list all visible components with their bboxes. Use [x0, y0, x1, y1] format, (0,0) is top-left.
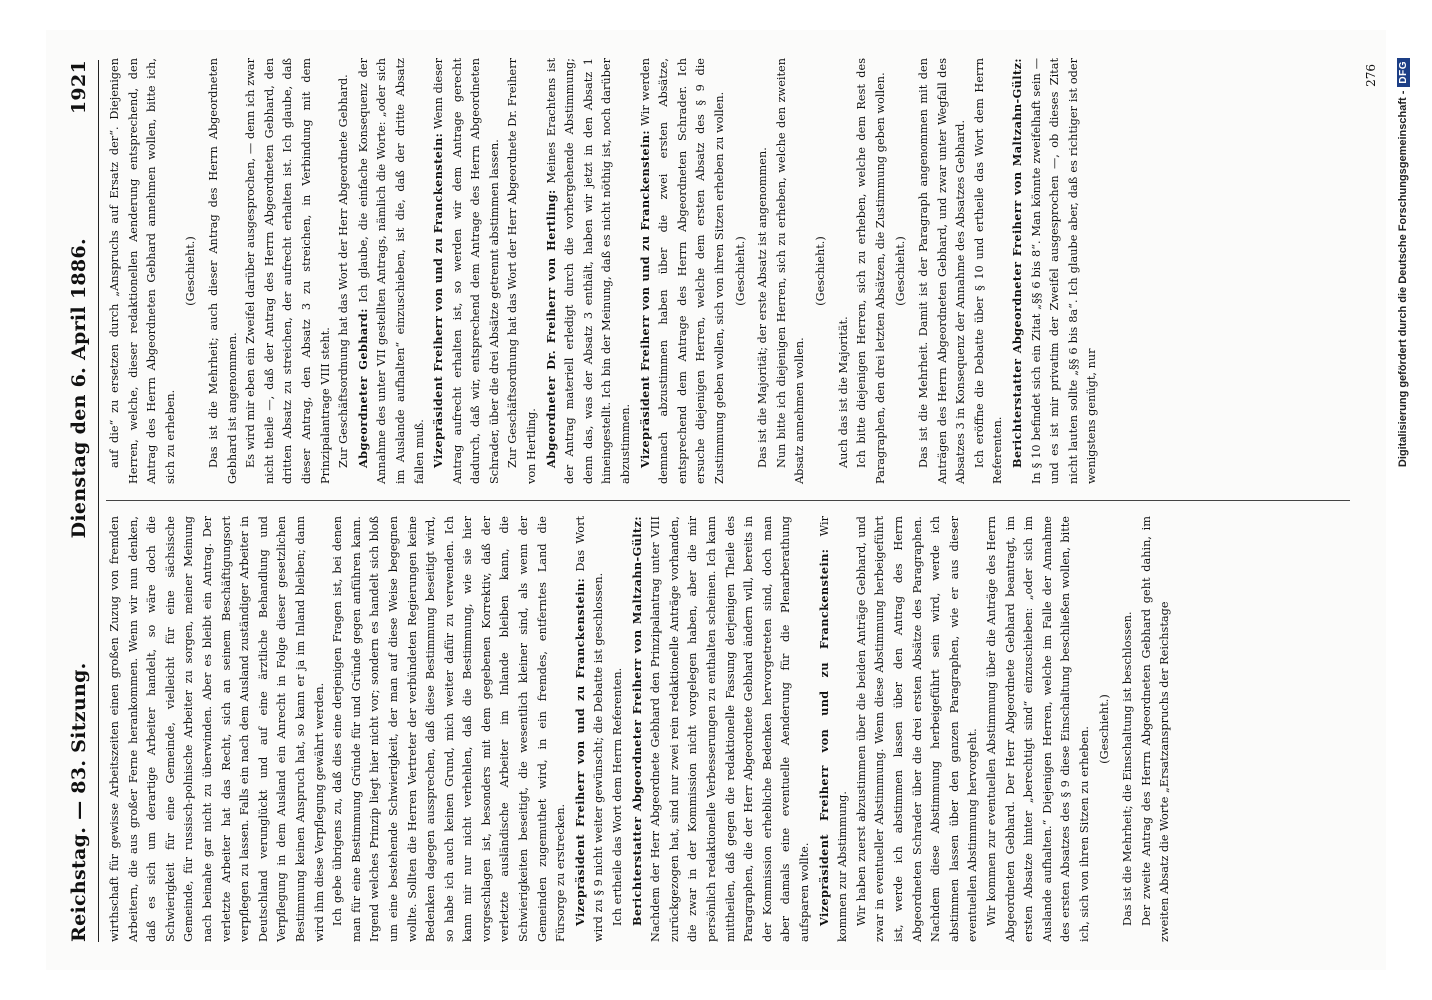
paragraph: [205, 58, 242, 484]
paragraph-text: (Geschieht.): [733, 236, 747, 306]
paragraph-text: Nun bitte ich diejenigen Herren, sich zu erheben, welche den zweiten Absatz annehmen wollen.: [774, 58, 807, 484]
paragraph: [773, 58, 810, 484]
paragraph-text: Zur Geschäftsordnung hat das Wort der Herr Abgeordnete Gebhard.: [337, 74, 351, 468]
paragraph: [106, 58, 180, 484]
speaker-name: Berichterstatter Abgeordneter Freiherr von Maltzahn-Gültz:: [629, 516, 644, 926]
paragraph-text: Wir werden demnach abzustimmen haben über die zwei ersten Absätze, entsprechend dem Antrage des Herrn Abgeordneten Schrader. Ich ersuche diejenigen Herren, welche dem ersten Absatz des § 9 die Zustimmung geben wollen, sich von ihren Sitzen erheben zu wollen.: [638, 57, 726, 484]
speaker-name: Abgeordneter Dr. Freiherr von Hertling:: [543, 189, 558, 468]
paragraph-text: Der zweite Antrag des Herrn Abgeordneten Gebhard geht dahin, im zweiten Absatz die Worte „Ersatzanspruchs der Reichstage: [1139, 516, 1172, 942]
paragraph: [1138, 516, 1175, 942]
paragraph-text: (Geschieht.): [184, 236, 198, 306]
paragraph: [1119, 516, 1138, 942]
paragraph-text: Das ist die Mehrheit; die Einschaltung ist beschlossen.: [1121, 611, 1135, 926]
paragraph-text: Wenn dieser Antrag aufrecht erhalten ist, so werden wir dem Antrage gerecht dadurch, daß wir, entsprechend dem Antrage des Herrn Abgeordneten Schrader, über die drei Absätze getrennt abstimmen lassen.: [432, 57, 501, 484]
paragraph-text: Meines Erachtens ist der Antrag materiell erledigt durch die vorhergehende Abstimmung; denn das, was der Absatz 3 enthält, haben wir jetzt in den Absatz 1 hineingestellt. Ich bin der Meinung, daß es nicht nöthig ist, noch darüber abzustimmen.: [544, 58, 633, 484]
paragraph: [242, 58, 335, 484]
paragraph: [609, 516, 628, 942]
paragraph-text: Wir kommen zur Abstimmung.: [817, 515, 850, 942]
speaker-name: Vizepräsident Freiherr von und zu Franckenstein:: [637, 130, 652, 468]
speaker-name: Vizepräsident Freiherr von und zu Franckenstein:: [572, 577, 587, 926]
speaker-name: Berichterstatter Abgeordneter Freiherr von Maltzahn-Gültz:: [1009, 58, 1024, 468]
paragraph-text: (Geschieht.): [894, 236, 908, 306]
paragraph-text: Ich eröffne die Debatte über § 10 und ertheile das Wort dem Herrn Referenten.: [972, 58, 1005, 484]
paragraph: [971, 58, 1008, 484]
scanned-page: [46, 30, 1409, 970]
paragraph-text: Ich bitte diejenigen Herren, sich zu erheben, welche dem Rest des Paragraphen, den drei letzten Absätzen, die Zustimmung geben wollen.: [855, 58, 887, 484]
paragraph-text: Ich ertheile das Wort dem Herrn Referenten.: [611, 667, 625, 926]
paragraph: [429, 58, 504, 484]
paragraph-text: Das ist die Majorität; der erste Absatz ist angenommen.: [756, 147, 770, 468]
paragraph-text: Zur Geschäftsordnung hat das Wort der Herr Abgeordnete Dr. Freiherr von Hertling.: [506, 58, 539, 484]
paragraph-text: (Geschieht.): [1098, 694, 1112, 764]
paragraph: [853, 516, 983, 942]
dfg-logo: DFG: [1397, 58, 1410, 87]
paragraph: [335, 58, 354, 484]
page-header: [68, 60, 98, 942]
left-column: [106, 516, 1175, 942]
stage-direction: [182, 58, 201, 484]
speaker-name: Abgeordneter Gebhard:: [355, 308, 370, 468]
paragraph: [628, 516, 815, 942]
paragraph-text: Wir kommen zur eventuellen Abstimmung über die Anträge des Herrn Abgeordneten Gebhard. Der Herr Abgeordnete Gebhard beantragt, im ersten Absatze hinter „berechtigt sind“ einzuschieben: „oder sich im Auslande aufhalten.“ Diejenigen Herren, welche im Falle der Annahme des ersten Absatzes des § 9 diese Einschaltung beschließen wollen, bitte ich, sich von ihren Sitzen zu erheben.: [984, 516, 1091, 942]
paragraph-text: (Geschieht.): [813, 236, 827, 306]
column-divider: [106, 500, 1350, 501]
header-session: Reichstag. — 83. Sitzung.: [68, 662, 90, 942]
header-rule: [98, 60, 99, 942]
header-date: Dienstag den 6. April 1886.: [68, 238, 90, 539]
stage-direction: [892, 58, 911, 484]
paragraph-text: Es wird mir eben ein Zweifel darüber ausgesprochen, — denn ich zwar nicht theile —, daß der Antrag des Herrn Abgeordneten Gebhard, den dritten Absatz zu streichen, der aufrecht erhalten ist. Ich glaube, daß dieser Antrag, den Absatz 3 zu streichen, in Verbindung mit dem Prinzipalantrage VIII steht.: [244, 58, 332, 484]
paragraph: wirthschaft für gewisse Arbeitszeiten einen großen Zuzug von fremden Arbeitern, die aus großer Ferne herankommen. Wenn wir nun denken, daß es sich um derartige Arbeiter handelt, so wäre doch die Schwierigkeit für eine Gemeinde, vielleicht für eine sächsische Gemeinde, für russisch-polnische Arbeiter zu sorgen, meiner Meinung nach beinahe gar nicht zu überwinden. Aber es bleibt ein Antrag. Der verletzte Arbeiter hat das Recht, sich an seinem Beschäftigungsort verpflegen zu lassen. Falls ein nach dem Ausland zuständiger Arbeiter in Deutschland verunglückt und auf eine ärztliche Behandlung und Verpflegung in dem Ausland ein Anrecht in Folge dieser gesetzlichen Bestimmung keinen Anspruch hat, so kann er ja im Inland bleiben; dann wird ihm diese Verpflegung gewährt werden.: [108, 516, 326, 942]
paragraph-text: Auch das ist die Majorität.: [836, 316, 850, 468]
paragraph: Ich gebe übrigens zu, daß dies eine derjenigen Fragen ist, bei denen man für eine Bestimmung Gründe für und Gründe gegen anführen kann. Irgend welches Prinzip liegt hier nicht vor; sondern es handelt sich bloß um eine bestehende Schwierigkeit, der man auf diese Weise begegnen wollte. Sollten die Herren Vertreter der verbündeten Regierungen keine Bedenken dagegen aussprechen, daß diese Bestimmung beseitigt wird, so habe ich auch keinen Grund, mich weiter dafür zu verwenden. Ich kann mir nur nicht verhehlen, daß die Bestimmung, wie sie hier vorgeschlagen ist, besonders mit dem gegebenen Korrektiv, daß der verletzte ausländische Arbeiter im Inlande bleiben kann, die Schwierigkeiten beseitigt, die wesentlich kleiner sind, als wenn der Gemeinden zugemuthet wird, in ein fremdes, entferntes Land die Fürsorge zu erstrecken.: [331, 516, 568, 942]
paragraph-text: In § 10 befindet sich ein Zitat „§§ 6 bis 8“. Man könnte zweifelhaft sein — und es ist mir privatim der Zweifel ausgesprochen —, ob dieses Zitat nicht lauten sollte „§§ 6 bis 8a“. Ich glaube aber, daß es richtiger ist oder wenigstens genügt, nur: [1029, 58, 1099, 484]
header-page-number: 1921: [68, 60, 90, 115]
paragraph-text: Das ist die Mehrheit; auch dieser Antrag des Herrn Abgeordneten Gebhard ist angenommen.: [206, 58, 239, 484]
paragraph: [504, 58, 541, 484]
dfg-footer-text: Digitalisierung gefördert durch die Deutsche Forschungsgemeinschaft -: [1397, 90, 1409, 468]
paragraph: [754, 58, 773, 484]
stage-direction: [1096, 516, 1115, 942]
paragraph-text: Wir haben zuerst abzustimmen über die beiden Anträge Gebhard, und zwar in eventueller Abstimmung. Wenn diese Abstimmung herbeigeführt ist, werde ich abstimmen lassen über den Antrag des Herrn Abgeordneten Schrader über die drei ersten Absätze des Paragraphen. Nachdem diese Abstimmung herbeigeführt sein wird, werde ich abstimmen lassen über den ganzen Paragraphen, wie er aus dieser eventuellen Abstimmung hervorgeht.: [854, 516, 980, 942]
paragraph-text: Ich glaube, die einfache Konsequenz der Annahme des unter VII gestellten Antrags, nämlich die Worte: „oder sich im Auslande aufhalten“ einzuschieben, ist die, daß der dritte Absatz fallen muß.: [356, 58, 426, 484]
paragraph: [915, 58, 971, 484]
paragraph: [983, 516, 1095, 942]
stage-direction: [812, 58, 831, 484]
paragraph-text: auf die“ zu ersetzen durch „Anspruchs auf Ersatz der“. Diejenigen Herren, welche, dieser redaktionellen Aenderung entsprechend, den Antrag des Herrn Abgeordneten Gebhard annehmen wollen, bitte ich, sich zu erheben.: [108, 58, 177, 484]
speaker-name: Vizepräsident Freiherr von und zu Franckenstein:: [816, 548, 831, 926]
paragraph-text: Nachdem der Herr Abgeordnete Gebhard den Prinzipalantrag unter VIII zurückgezogen hat, sind nur zwei rein redaktionelle Anträge vorhanden, die zwar in der Kommission nicht vorgelegen haben, aber die mir persönlich redaktionelle Verbesserungen zu enthalten scheinen. Ich kann mittheilen, daß gegen die redaktionelle Fassung derjenigen Theile des Paragraphen, die der Herr Abgeordnete Gebhard ändern will, bereits in der Kommission erhebliche Bedenken hervorgetreten sind, doch man aber damals eine eventuelle Aenderung für die Plenarberathung aufsparen wollte.: [649, 516, 811, 942]
paragraph: [354, 58, 429, 484]
paragraph: [853, 58, 890, 484]
paragraph-text: Das ist die Mehrheit. Damit ist der Paragraph angenommen mit den Anträgen des Herrn Abgeordneten Gebhard, und zwar unter Wegfall des Absatzes 3 in Konsequenz der Annahme des Absatzes Gebhard.: [916, 58, 968, 484]
paragraph: [571, 516, 609, 942]
paragraph: [835, 58, 854, 484]
stage-direction: [732, 58, 751, 484]
paragraph-text: Das Wort wird zu § 9 nicht weiter gewünscht; die Debatte ist geschlossen.: [573, 515, 606, 942]
speaker-name: Vizepräsident Freiherr von und zu Franckenstein:: [431, 132, 446, 468]
paragraph: [815, 516, 853, 942]
dfg-footer: [1392, 30, 1414, 970]
paragraph: [1008, 58, 1102, 484]
paragraph: [542, 58, 636, 484]
paragraph: [636, 58, 730, 484]
signature-mark: 276: [1364, 64, 1378, 87]
right-column: [106, 58, 1102, 484]
